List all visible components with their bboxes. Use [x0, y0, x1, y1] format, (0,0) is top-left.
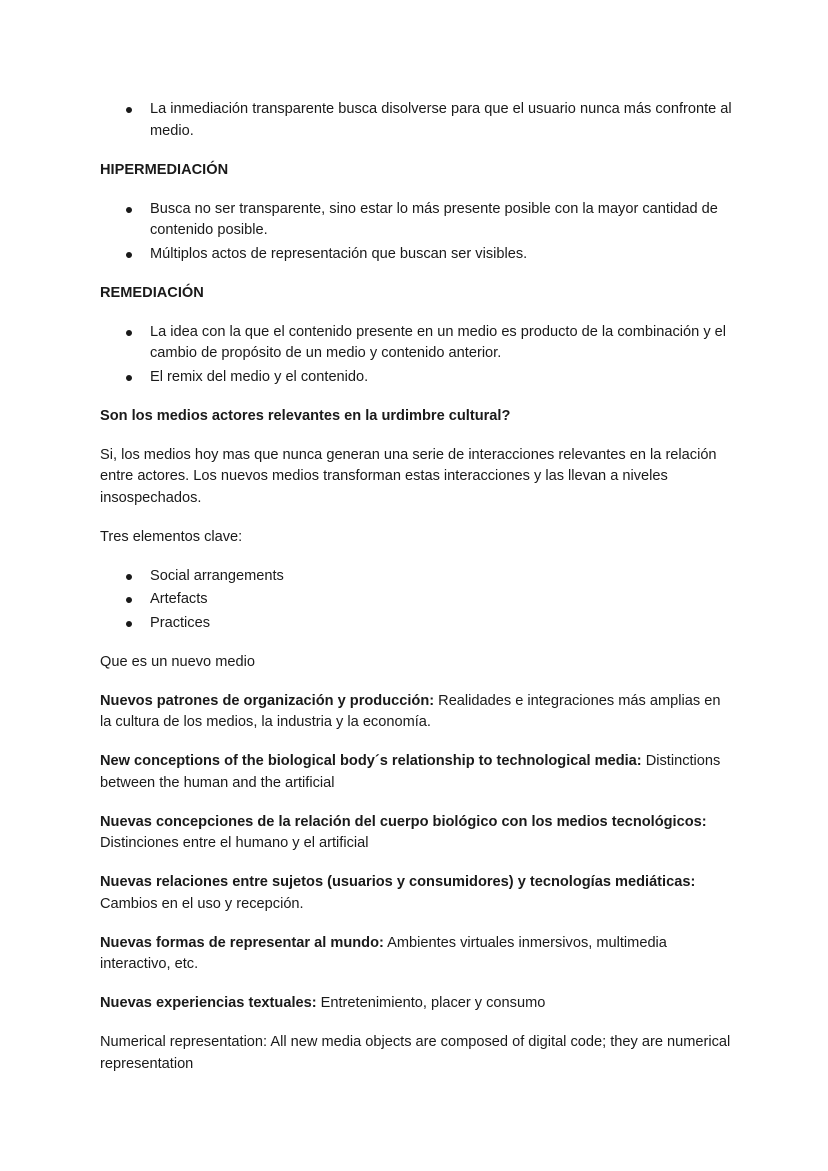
list-item: Practices — [100, 613, 732, 635]
que-es-paragraph: Que es un nuevo medio — [100, 653, 255, 670]
definition-text: Cambios en el uso y recepción. — [100, 895, 304, 912]
section-heading-hipermediacion: HIPERMEDIACIÓN — [100, 161, 229, 178]
definition-paragraph — [100, 691, 732, 734]
list-item: Busca no ser transparente, sino estar lo más presente posible con la mayor cantidad de contenido posible. — [100, 199, 732, 242]
numerical-paragraph: Numerical representation: All new media objects are composed of digital code; they are numerical representation — [100, 1034, 731, 1072]
definition-term: Nuevas concepciones de la relación del cuerpo biológico con los medios tecnológicos: — [100, 813, 707, 830]
list-item: Social arrangements — [100, 566, 732, 588]
definition-term: Nuevas formas de representar al mundo: — [100, 934, 384, 951]
section-heading-remediacion: REMEDIACIÓN — [100, 284, 204, 301]
definition-text: Entretenimiento, placer y consumo — [316, 995, 546, 1011]
question-heading: Son los medios actores relevantes en la urdimbre cultural? — [100, 407, 511, 424]
list-item: La inmediación transparente busca disolverse para que el usuario nunca más confronte al medio. — [100, 99, 732, 142]
document-page — [100, 99, 732, 1093]
definition-paragraph — [100, 933, 732, 976]
bullet-list-inmediacion — [100, 99, 732, 142]
bullet-list-elementos — [100, 566, 732, 635]
definition-term: Nuevos patrones de organización y producción: — [100, 692, 435, 709]
definition-paragraph — [100, 812, 732, 855]
definition-text: Distinciones entre el humano y el artificial — [100, 835, 369, 851]
list-item: La idea con la que el contenido presente en un medio es producto de la combinación y el cambio de propósito de un medio y contenido anterior. — [100, 322, 732, 365]
definition-paragraph — [100, 751, 732, 794]
tres-elementos-intro: Tres elementos clave: — [100, 528, 243, 545]
list-item: Múltiplos actos de representación que buscan ser visibles. — [100, 244, 732, 266]
definition-term: Nuevas relaciones entre sujetos (usuarios y consumidores) y tecnologías mediáticas: — [100, 874, 696, 890]
definition-text: Distinctions between the human and the artificial — [100, 753, 721, 791]
definition-term: Nuevas experiencias textuales: — [100, 995, 317, 1011]
list-item: El remix del medio y el contenido. — [100, 367, 732, 389]
answer-paragraph: Si, los medios hoy mas que nunca generan una serie de interacciones relevantes en la relación entre actores. Los nuevos medios transforman estas interacciones y las llevan a niveles insospechados. — [100, 446, 717, 506]
definition-paragraph — [100, 872, 732, 915]
bullet-list-hipermediacion — [100, 199, 732, 266]
definition-text: Realidades e integraciones más amplias en la cultura de los medios, la industria y la economía. — [100, 692, 721, 730]
definition-paragraph — [100, 993, 732, 1015]
bullet-list-remediacion — [100, 322, 732, 389]
definition-term: New conceptions of the biological body´s relationship to technological media: — [100, 753, 642, 769]
list-item: Artefacts — [100, 589, 732, 611]
definition-text: Ambientes virtuales inmersivos, multimedia interactivo, etc. — [100, 934, 667, 972]
